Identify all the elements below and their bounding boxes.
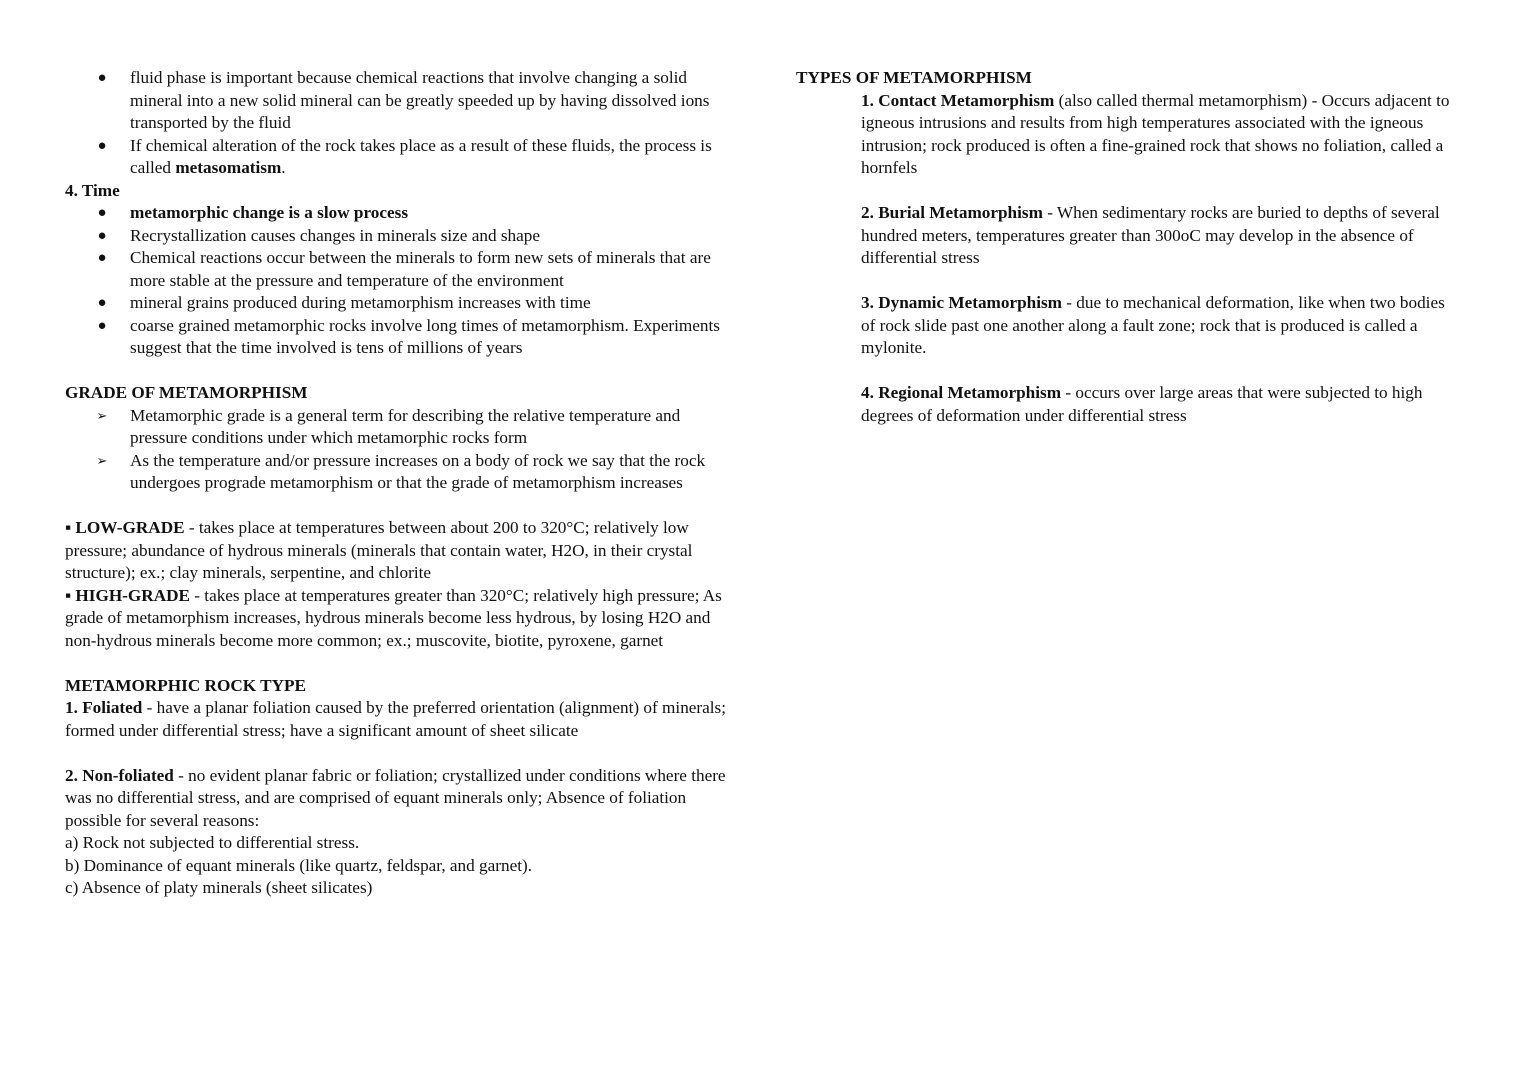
bullet-dot-icon: ●	[97, 70, 107, 86]
fluid-bullet-text: fluid phase is important because chemical reactions that involve changing a solid mineral into a new solid mineral can be greatly speeded up by having dissolved ions transported by the fluid	[130, 68, 710, 132]
type-text: - occurs over large areas that were subjected to high degrees of deformation under differential stress	[861, 383, 1423, 425]
list-item	[65, 405, 740, 450]
list-item	[65, 292, 740, 315]
time-bullet-text: mineral grains produced during metamorphism increases with time	[130, 293, 591, 312]
fluid-bullet-list	[65, 67, 740, 180]
non-foliated-paragraph	[65, 765, 740, 833]
type-label: 4. Regional Metamorphism	[861, 383, 1062, 402]
list-item	[65, 315, 740, 360]
low-grade-text: - takes place at temperatures between about 200 to 320°C; relatively low pressure; abundance of hydrous minerals (minerals that contain water, H2O, in their crystal structure); ex.; clay minerals, serpentine, and chlorite	[65, 518, 693, 582]
rock-type-heading: METAMORPHIC ROCK TYPE	[65, 675, 306, 695]
bullet-dot-icon: ●	[97, 227, 107, 244]
low-grade-label: ▪ LOW-GRADE	[65, 518, 185, 537]
high-grade-label: ▪ HIGH-GRADE	[65, 585, 190, 605]
type-text: - due to mechanical deformation, like when two bodies of rock slide past one another along a fault zone; rock that is produced is called a mylonite.	[861, 293, 1445, 357]
types-heading: TYPES OF METAMORPHISM	[796, 68, 1032, 87]
list-item	[65, 135, 740, 180]
list-item	[65, 67, 740, 135]
list-item	[65, 202, 740, 225]
grade-item-text: Metamorphic grade is a general term for describing the relative temperature and pressure conditions under which metamorphic rocks form	[130, 405, 681, 447]
time-heading: 4. Time	[65, 180, 120, 200]
reason-line: b) Dominance of equant minerals (like quartz, feldspar, and garnet).	[65, 855, 533, 875]
fluid-bullet-end: .	[281, 158, 286, 177]
type-text: - When sedimentary rocks are buried to depths of several hundred meters, temperatures greater than 300oC may develop in the absence of differential stress	[861, 203, 1440, 267]
type-paragraph	[861, 202, 1461, 270]
time-bullet-text: Recrystallization causes changes in minerals size and shape	[130, 225, 540, 245]
reason-line: c) Absence of platy minerals (sheet silicates)	[65, 878, 373, 897]
list-item	[65, 450, 740, 495]
high-grade-text: - takes place at temperatures greater than 320°C; relatively high pressure; As grade of metamorphism increases, hydrous minerals become less hydrous, by losing H2O and non-hydrous minerals become more common; ex.; muscovite, biotite, pyroxene, garnet	[65, 585, 722, 650]
time-bullet-text: Chemical reactions occur between the minerals to form new sets of minerals that are more stable at the pressure and temperature of the environment	[130, 248, 711, 290]
type-label: 2. Burial Metamorphism	[861, 203, 1043, 222]
type-paragraph	[861, 292, 1461, 360]
reason-line: a) Rock not subjected to differential stress.	[65, 833, 360, 852]
grade-heading: GRADE OF METAMORPHISM	[65, 383, 308, 402]
metasomatism-term: metasomatism	[175, 158, 282, 177]
left-column	[65, 67, 740, 900]
type-paragraph	[861, 382, 1461, 427]
arrow-bullet-icon: ➢	[96, 452, 108, 468]
foliated-label: 1. Foliated	[65, 698, 143, 717]
bullet-dot-icon: ●	[97, 295, 107, 311]
type-paragraph	[861, 90, 1461, 180]
type-text: (also called thermal metamorphism) - Occurs adjacent to igneous intrusions and results from high temperatures associated with the igneous intrusion; rock produced is often a fine-grained rock that shows no foliation, called a hornfels	[861, 90, 1450, 177]
list-item	[65, 225, 740, 248]
list-item	[65, 247, 740, 292]
foliated-text: - have a planar foliation caused by the preferred orientation (alignment) of minerals; formed under differential stress; have a significant amount of sheet silicate	[65, 698, 727, 740]
non-foliated-text: - no evident planar fabric or foliation; crystallized under conditions where there was no differential stress, and are comprised of equant minerals only; Absence of foliation possible for several reasons:	[65, 765, 726, 830]
type-label: 1. Contact Metamorphism	[861, 90, 1055, 110]
fluid-bullet-text: If chemical alteration of the rock takes place as a result of these fluids, the process is called	[130, 135, 712, 177]
time-bullet-text: coarse grained metamorphic rocks involve long times of metamorphism. Experiments suggest that the time involved is tens of millions of years	[130, 315, 720, 357]
bullet-dot-icon: ●	[97, 317, 107, 334]
high-grade-paragraph	[65, 585, 740, 653]
grade-item-text: As the temperature and/or pressure increases on a body of rock we say that the rock undergoes prograde metamorphism or that the grade of metamorphism increases	[130, 450, 706, 492]
non-foliated-label: 2. Non-foliated	[65, 765, 174, 785]
bullet-dot-icon: ●	[97, 137, 107, 154]
grade-list	[65, 405, 740, 495]
bullet-dot-icon: ●	[97, 205, 107, 221]
time-bullet-bold: metamorphic change is a slow process	[130, 203, 409, 222]
foliated-paragraph	[65, 697, 740, 742]
low-grade-paragraph	[65, 517, 740, 585]
bullet-dot-icon: ●	[97, 250, 107, 266]
arrow-bullet-icon: ➢	[96, 407, 108, 423]
type-label: 3. Dynamic Metamorphism	[861, 293, 1062, 312]
right-column	[796, 67, 1461, 427]
time-bullet-list	[65, 202, 740, 360]
types-list	[796, 90, 1461, 428]
